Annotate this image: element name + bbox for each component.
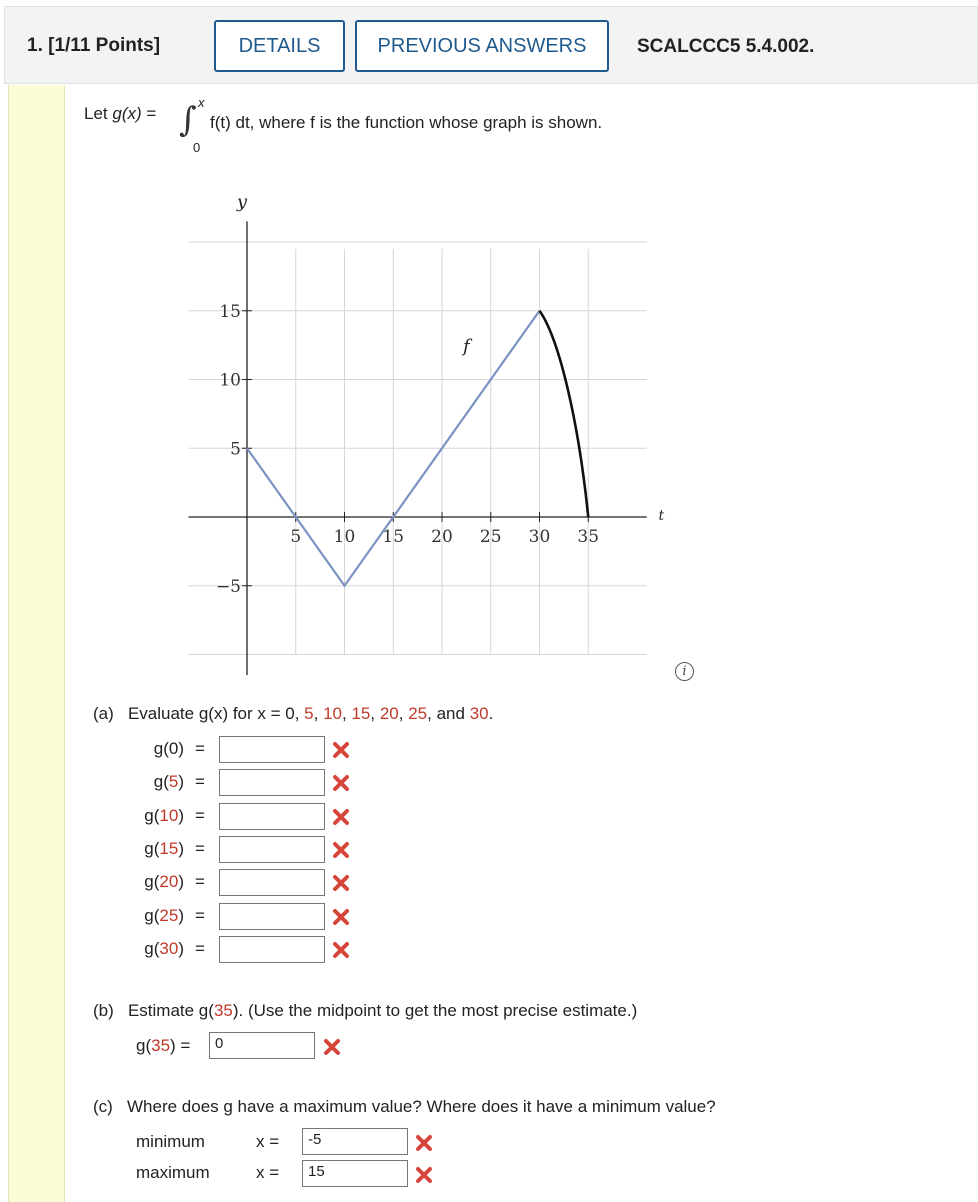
wrong-mark-icon — [332, 774, 350, 792]
part-a-v25: 25 — [408, 704, 428, 723]
x-tick-label: 35 — [577, 527, 600, 547]
g-value-input[interactable] — [219, 736, 325, 763]
wrong-mark-icon — [323, 1038, 341, 1056]
g-row-arg: 25 — [159, 906, 179, 925]
series-line-curve — [540, 311, 589, 517]
x-tick-label: 25 — [479, 527, 502, 547]
part-b-arg: 35 — [213, 1001, 233, 1020]
g35-input[interactable]: 0 — [209, 1032, 315, 1059]
wrong-mark-icon — [332, 808, 350, 826]
g-value-input[interactable] — [219, 769, 325, 796]
g-row-label — [100, 806, 184, 826]
g-row-equals: = — [195, 806, 205, 825]
part-a-prompt-pre: Evaluate g(x) for x = 0, — [127, 704, 305, 723]
g-row-post: ) — [178, 939, 184, 958]
part-b-prompt-pre: Estimate g( — [127, 1001, 214, 1020]
wrong-mark-icon — [415, 1134, 433, 1152]
details-button[interactable]: DETAILS — [214, 20, 345, 72]
part-a-and: , and — [427, 704, 470, 723]
statement-body: f(t) dt, where f is the function whose graph is shown. — [210, 113, 603, 132]
part-a-v20: 20 — [379, 704, 399, 723]
previous-answers-button[interactable]: PREVIOUS ANSWERS — [355, 20, 609, 72]
g-row-post: ) — [178, 772, 184, 791]
g-row-arg: 10 — [159, 806, 179, 825]
part-a-label: (a) — [93, 704, 114, 723]
g-row-arg: 15 — [159, 839, 179, 858]
g-row-post: ) — [178, 806, 184, 825]
maximum-input[interactable]: 15 — [302, 1160, 408, 1187]
function-label: f — [463, 336, 470, 357]
wrong-mark-icon — [332, 741, 350, 759]
g-row-post: ) — [178, 839, 184, 858]
x-axis-label: t — [658, 508, 665, 524]
y-tick-label: −5 — [215, 576, 241, 597]
x-tick-label: 15 — [382, 527, 405, 547]
minimum-x-eq: x = — [256, 1132, 280, 1151]
wrong-mark-icon — [415, 1166, 433, 1184]
part-c-label: (c) — [93, 1097, 113, 1116]
g-row-arg: 20 — [159, 872, 179, 891]
x-tick-label: 30 — [528, 527, 551, 547]
g-row-pre: g( — [144, 806, 160, 825]
maximum-label: maximum — [136, 1163, 210, 1182]
part-a-v10: 10 — [323, 704, 343, 723]
part-b-prompt-post: ). (Use the midpoint to get the most precise estimate.) — [232, 1001, 638, 1020]
g-row-arg: 5 — [168, 772, 179, 791]
g-row-post: ) — [178, 739, 184, 758]
part-a-end: . — [488, 704, 494, 723]
g-row-post: ) — [178, 872, 184, 891]
g-row-label — [100, 739, 184, 759]
g-value-input[interactable] — [219, 903, 325, 930]
g-row-post: ) — [178, 906, 184, 925]
statement-gx: g(x) — [112, 104, 142, 123]
part-a-sep2: , — [342, 704, 352, 723]
part-a-sep4: , — [398, 704, 409, 723]
part-b-label: (b) — [93, 1001, 114, 1020]
part-a-prompt — [93, 704, 493, 724]
g-row-pre: g( — [144, 872, 160, 891]
g-row-equals: = — [195, 739, 205, 758]
g-row-pre: g( — [144, 906, 160, 925]
part-a-sep3: , — [370, 704, 380, 723]
wrong-mark-icon — [332, 841, 350, 859]
function-graph — [180, 180, 665, 680]
g-row-label — [100, 872, 184, 892]
part-b-row-arg: 35 — [151, 1036, 171, 1055]
part-c-prompt — [93, 1097, 716, 1117]
part-a-v5: 5 — [304, 704, 314, 723]
part-b-row-label — [136, 1036, 190, 1056]
wrong-mark-icon — [332, 908, 350, 926]
left-status-bar — [8, 85, 65, 1202]
g-value-input[interactable] — [219, 836, 325, 863]
question-number: 1. [1/11 Points] — [27, 35, 161, 56]
g-row-label — [100, 906, 184, 926]
g-row-label — [100, 839, 184, 859]
x-tick-label: 5 — [290, 527, 302, 547]
g-value-input[interactable] — [219, 936, 325, 963]
g-value-input[interactable] — [219, 869, 325, 896]
g-row-equals: = — [195, 839, 205, 858]
statement-let: Let — [84, 104, 113, 123]
g-row-equals: = — [195, 906, 205, 925]
part-b-row-post: ) = — [170, 1036, 191, 1055]
integral-sign-icon: ∫ — [179, 100, 197, 140]
problem-code: SCALCCC5 5.4.002. — [637, 36, 815, 57]
g-row-pre: g( — [144, 939, 160, 958]
statement-equals: = — [141, 104, 157, 123]
g-value-input[interactable] — [219, 803, 325, 830]
statement-lead — [84, 104, 156, 124]
y-tick-label: 10 — [219, 370, 241, 391]
part-b-row-pre: g( — [136, 1036, 152, 1055]
x-tick-label: 20 — [431, 527, 453, 547]
g-row-label — [100, 939, 184, 959]
y-tick-label: 5 — [230, 439, 241, 460]
integral-lower-limit: 0 — [193, 140, 201, 155]
part-a-v30: 30 — [469, 704, 489, 723]
g-row-pre: g( — [144, 839, 160, 858]
g-row-equals: = — [195, 939, 205, 958]
y-tick-label: 15 — [219, 301, 241, 322]
g-row-pre: g( — [153, 772, 169, 791]
part-b-prompt — [93, 1001, 637, 1021]
g-row-equals: = — [195, 872, 205, 891]
minimum-input[interactable]: -5 — [302, 1128, 408, 1155]
g-row-pre: g( — [153, 739, 169, 758]
g-row-arg: 0 — [168, 739, 179, 758]
wrong-mark-icon — [332, 874, 350, 892]
wrong-mark-icon — [332, 941, 350, 959]
maximum-x-eq: x = — [256, 1163, 280, 1182]
question-header — [4, 6, 978, 84]
part-c-prompt-text: Where does g have a maximum value? Where does it have a minimum value? — [127, 1097, 716, 1116]
g-row-arg: 30 — [159, 939, 179, 958]
y-axis-label: y — [236, 191, 248, 213]
x-tick-label: 10 — [333, 527, 356, 547]
g-row-label — [100, 772, 184, 792]
minimum-label: minimum — [136, 1132, 205, 1151]
part-a-v15: 15 — [351, 704, 371, 723]
part-a-sep1: , — [313, 704, 324, 723]
g-row-equals: = — [195, 772, 205, 791]
info-icon[interactable]: i — [675, 662, 694, 681]
integral-upper-limit: x — [198, 95, 205, 110]
